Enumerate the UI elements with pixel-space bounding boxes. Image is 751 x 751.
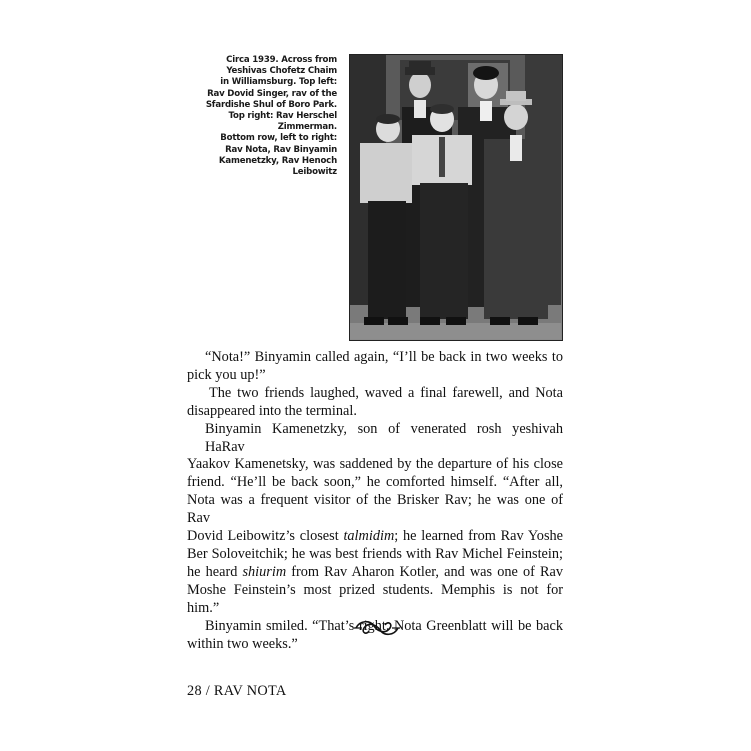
text-line: Binyamin Kamenetzky, son of venerated rosh yeshivah HaRav <box>205 420 563 455</box>
text-line: him.” <box>187 599 220 616</box>
text-segment: ; he learned from Rav Yoshe <box>394 528 564 545</box>
caption-line: Kamenetzky, Rav Henoch <box>218 155 337 166</box>
text-line: Ber Soloveitchik; he was best friends with Rav Michel Feinstein; <box>187 545 563 562</box>
text-line: pick you up!” <box>187 366 266 383</box>
text-segment: from Rav Aharon Kotler, and was one of Rav <box>286 563 563 580</box>
photo-caption <box>192 55 337 178</box>
caption-line: Rav Dovid Singer, rav of the <box>207 88 337 99</box>
text-line <box>187 564 563 582</box>
text-line: within two weeks.” <box>187 635 298 652</box>
page-footer: 28 / RAV NOTA <box>187 683 287 699</box>
text-line <box>187 528 563 546</box>
italic-term-shiurim: shiurim <box>242 563 287 580</box>
caption-line: Zimmerman. <box>277 122 337 133</box>
caption-line: Top right: Rav Herschel <box>228 111 337 122</box>
text-line: disappeared into the terminal. <box>187 402 357 419</box>
text-line: Binyamin smiled. “That’s right. Nota Greenblatt will be back <box>205 617 563 634</box>
photograph-five-men-icon <box>350 55 561 339</box>
caption-line: in Williamsburg. Top left: <box>220 77 337 88</box>
text-line: Nota was a frequent visitor of the Brisker Rav; he was one of Rav <box>187 492 563 527</box>
caption-line: Rav Nota, Rav Binyamin <box>225 144 337 155</box>
text-line: Moshe Feinstein’s most prized students. Memphis is not for <box>187 581 563 598</box>
flourish-ornament-icon <box>352 618 402 638</box>
text-segment: Dovid Leibowitz’s closest <box>187 528 344 545</box>
caption-line: Sfardishe Shul of Boro Park. <box>205 99 337 110</box>
historic-photograph <box>349 54 563 341</box>
italic-term-talmidim: talmidim <box>343 528 395 545</box>
caption-line: Circa 1939. Across from <box>226 55 337 65</box>
text-line: The two friends laughed, waved a final farewell, and Nota <box>209 384 563 401</box>
caption-line: Yeshivas Chofetz Chaim <box>226 66 337 77</box>
text-line: Yaakov Kamenetsky, was saddened by the departure of his close <box>187 456 563 473</box>
text-line: “Nota!” Binyamin called again, “I’ll be back in two weeks to <box>205 349 563 365</box>
caption-line: Bottom row, left to right: <box>220 133 337 144</box>
caption-line: Leibowitz <box>292 167 337 178</box>
text-segment: he heard <box>187 563 243 580</box>
body-text <box>187 349 563 653</box>
text-line: friend. “He’ll be back soon,” he comforted himself. “After all, <box>187 474 563 491</box>
